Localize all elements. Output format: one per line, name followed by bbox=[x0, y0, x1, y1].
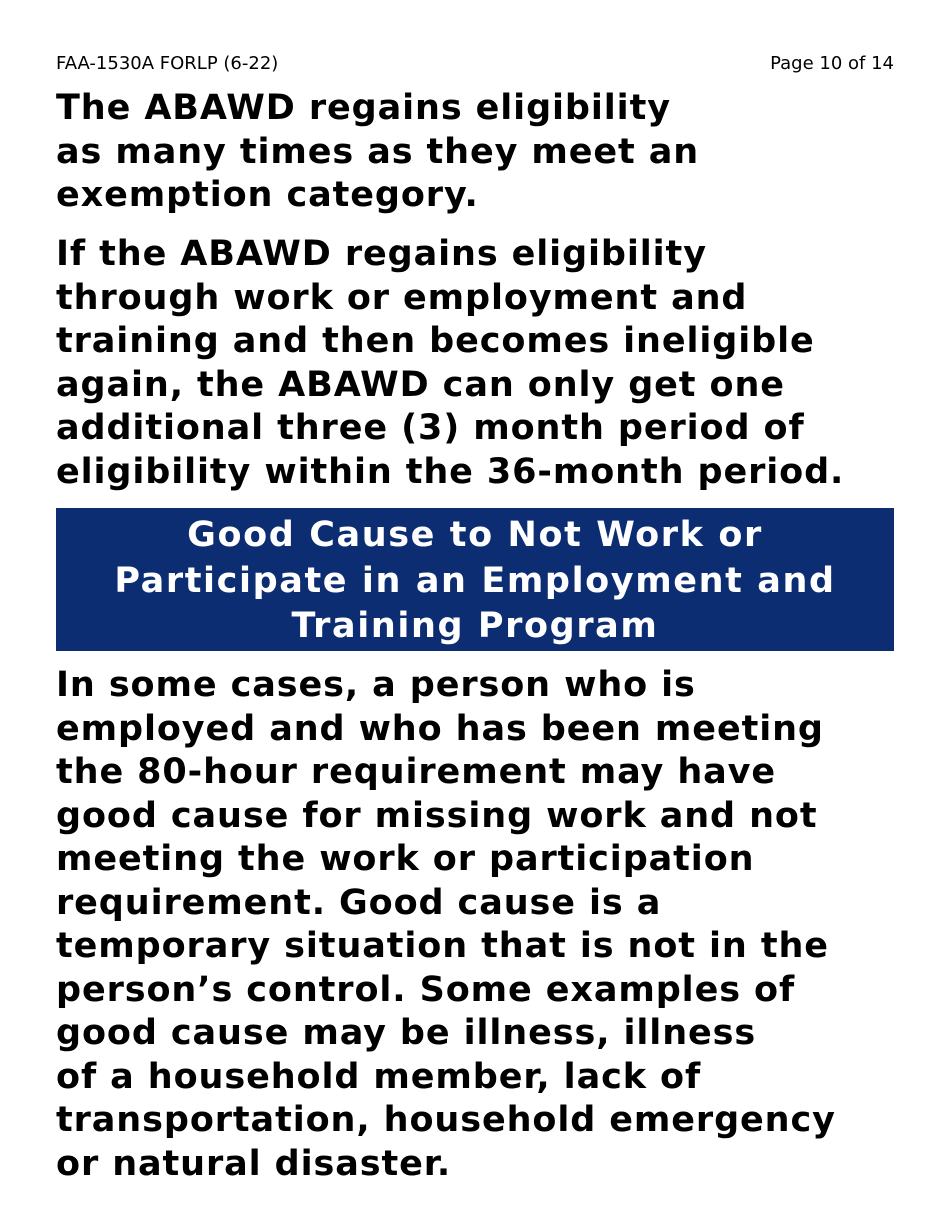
section-heading-banner bbox=[56, 508, 894, 651]
paragraph-good-cause: In some cases, a person who is employed and who has been meeting the 80-hour requirement may have good cause for missing work and not meeting the work or participation requirement. Good cause is a temporary situation that is not in the person’s control. Some examples of good cause may be illness, illness of a household member, lack of transportation, household emergency or natural disaster. bbox=[56, 665, 836, 1184]
paragraph-additional-period: If the ABAWD regains eligibility through work or employment and training and then becomes ineligible again, the ABAWD can only get one additional three (3) month period of eligibility within the 36-month period. bbox=[56, 234, 845, 492]
page-number: Page 10 of 14 bbox=[770, 53, 894, 74]
section-heading: Good Cause to Not Work or Participate in an Employment and Training Program bbox=[114, 515, 836, 646]
page-header bbox=[56, 52, 894, 76]
paragraph-eligibility-regain: The ABAWD regains eligibility as many times as they meet an exemption category. bbox=[56, 88, 700, 215]
form-id: FAA-1530A FORLP (6-22) bbox=[56, 53, 279, 74]
